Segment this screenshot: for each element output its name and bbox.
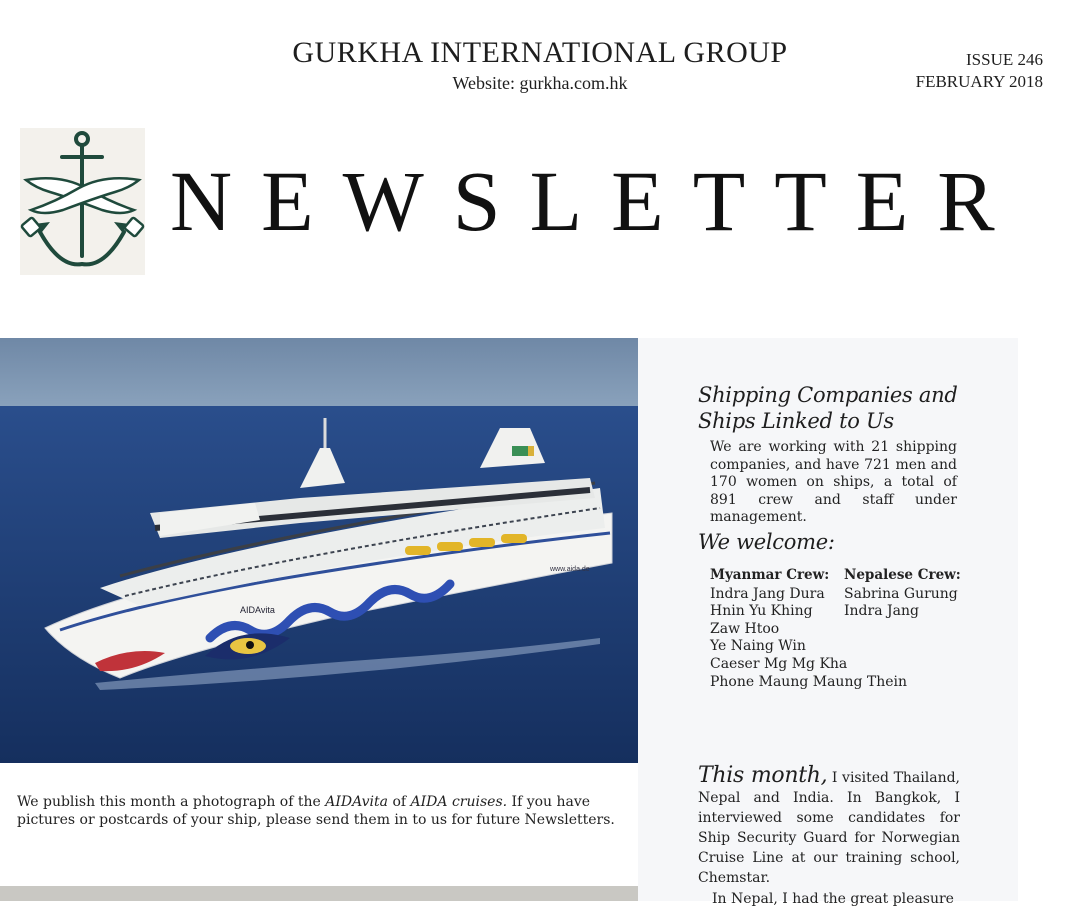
cruise-ship-photo <box>0 338 638 763</box>
issue-number: ISSUE 246 <box>966 50 1043 69</box>
crew-name: Caeser Mg Mg Kha <box>710 655 848 672</box>
crew-name: Indra Jang <box>844 603 919 620</box>
crew-name: Indra Jang Dura <box>710 585 825 602</box>
this-month-lead: This month, <box>698 763 828 788</box>
caption-ship: AIDAvita <box>325 794 389 810</box>
hull-name-text: AIDAvita <box>240 605 275 615</box>
shipping-body: We are working with 21 shipping companies, and have 721 men and 170 women on ships, a total of 891 crew and staff under management. <box>710 439 957 525</box>
caption-company: AIDA cruises. <box>410 794 508 810</box>
crew-name: Zaw Htoo <box>710 620 780 637</box>
this-month-next-line: In Nepal, I had the great pleasure <box>712 891 954 907</box>
crew-name: Hnin Yu Khing <box>710 603 813 620</box>
hull-web-text: www.aida.de <box>550 566 590 573</box>
logo <box>20 128 145 275</box>
nepalese-crew-title: Nepalese Crew: <box>844 567 961 583</box>
caption-after: If you have pictures or postcards of your ship, please send them in to us for future Newsletters. <box>17 794 615 828</box>
crew-name: Phone Maung Maung Thein <box>710 673 908 690</box>
shipping-heading <box>698 382 957 434</box>
masthead-title: GURKHA INTERNATIONAL GROUP <box>292 36 788 69</box>
myanmar-crew-title: Myanmar Crew: <box>710 567 830 583</box>
shipping-heading-line1: Shipping Companies and <box>698 383 958 407</box>
this-month-paragraph <box>698 763 960 888</box>
newsletter-wordmark: NEWSLETTER <box>170 153 1024 249</box>
caption-of: of <box>388 794 411 810</box>
masthead-website: Website: gurkha.com.hk <box>452 73 628 93</box>
nepalese-crew-list <box>844 567 961 621</box>
issue-date: FEBRUARY 2018 <box>915 72 1043 91</box>
this-month-body: I visited Thailand, Nepal and India. In Bangkok, I interviewed some candidates for Ship Security Guard for Norwegian Cruise Line at our training school, Chemstar. <box>698 770 960 886</box>
crew-name: Ye Naing Win <box>710 638 806 655</box>
shipping-heading-line2: Ships Linked to Us <box>698 409 894 433</box>
photo-caption <box>17 793 627 829</box>
caption-before: We publish this month a photograph of the <box>17 794 326 810</box>
anchor-crossed-khukuri-icon <box>20 128 145 275</box>
crew-name: Sabrina Gurung <box>844 585 958 602</box>
issue-info <box>916 49 1043 93</box>
next-photo-edge <box>0 886 638 901</box>
welcome-heading: We welcome: <box>698 530 835 554</box>
